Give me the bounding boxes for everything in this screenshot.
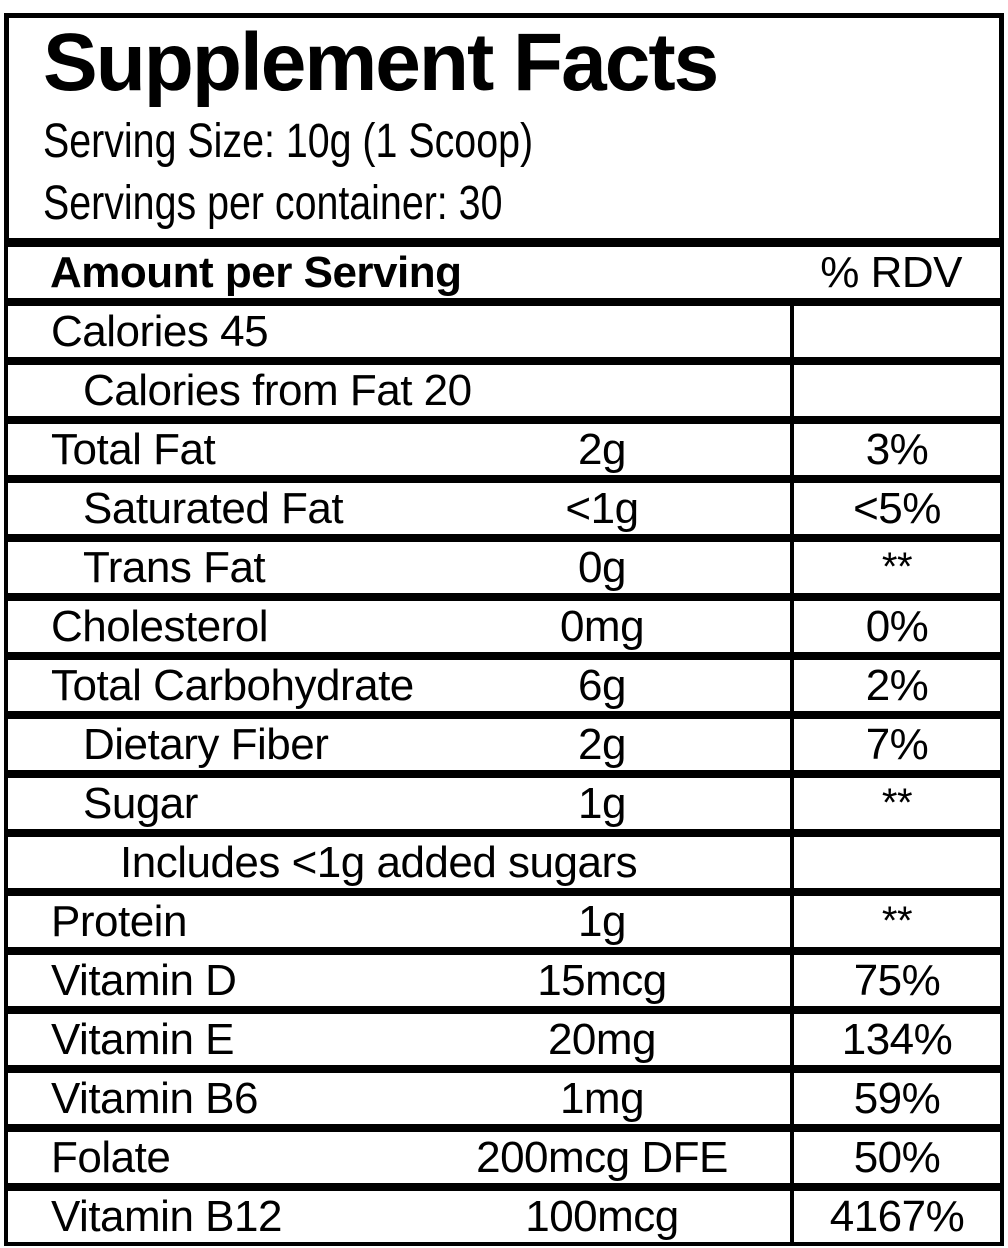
nutrient-cell (8, 601, 790, 652)
table-row (4, 420, 1004, 479)
page-title: Supplement Facts (43, 17, 718, 108)
nutrient-cell (8, 424, 790, 475)
table-row (4, 892, 1004, 951)
nutrient-rdv-value: <5% (790, 483, 1000, 534)
nutrient-rdv-value: 2% (790, 660, 1000, 711)
nutrient-cell (8, 365, 790, 416)
nutrient-name: Total Fat (51, 424, 216, 474)
label-header (4, 13, 1004, 243)
nutrient-cell (8, 660, 790, 711)
nutrient-name: Calories from Fat 20 (83, 365, 472, 415)
nutrient-name: Total Carbohydrate (51, 660, 414, 710)
table-row (4, 538, 1004, 597)
nutrient-amount: 20mg (547, 1014, 657, 1064)
nutrient-cell (8, 896, 790, 947)
nutrient-cell (8, 1191, 790, 1242)
nutrient-name: Includes <1g added sugars (120, 837, 638, 887)
column-header-rdv: % RDV (820, 247, 962, 297)
nutrient-cell (8, 306, 790, 357)
supplement-facts-label (4, 13, 1004, 1246)
servings-per-container-text: Servings per container: 30 (43, 177, 503, 230)
table-row (4, 715, 1004, 774)
table-row (4, 1069, 1004, 1128)
nutrient-amount: 0g (578, 542, 626, 592)
table-row (4, 361, 1004, 420)
column-header-amount-per-serving: Amount per Serving (50, 247, 462, 297)
table-row (4, 1128, 1004, 1187)
serving-size-text: Serving Size: 10g (1 Scoop) (43, 115, 534, 168)
table-row (4, 774, 1004, 833)
nutrient-rdv-value (790, 837, 1000, 888)
table-row (4, 951, 1004, 1010)
nutrient-cell (8, 1073, 790, 1124)
nutrient-cell (8, 778, 790, 829)
facts-table-body (4, 302, 1004, 1246)
facts-table (4, 243, 1004, 1246)
nutrient-amount: 1mg (559, 1073, 645, 1123)
nutrient-amount: 6g (578, 660, 626, 710)
nutrient-name: Cholesterol (51, 601, 269, 651)
nutrient-rdv-value: 4167% (790, 1191, 1000, 1242)
table-row (4, 479, 1004, 538)
nutrient-name: Vitamin E (51, 1014, 234, 1064)
nutrient-name: Folate (51, 1132, 171, 1182)
nutrient-rdv-value: 59% (790, 1073, 1000, 1124)
table-row (4, 833, 1004, 892)
nutrient-rdv-value: 50% (790, 1132, 1000, 1183)
nutrient-cell (8, 719, 790, 770)
nutrient-cell (8, 1132, 790, 1183)
table-row (4, 597, 1004, 656)
table-header-row (4, 243, 1004, 302)
nutrient-name: Saturated Fat (83, 483, 344, 533)
nutrient-rdv-value: ** (790, 896, 1000, 947)
nutrient-cell (8, 1014, 790, 1065)
nutrient-name: Dietary Fiber (83, 719, 329, 769)
nutrient-rdv-value: ** (790, 542, 1000, 593)
nutrient-rdv-value: 7% (790, 719, 1000, 770)
nutrient-name: Calories 45 (51, 306, 269, 356)
nutrient-name: Vitamin B6 (51, 1073, 258, 1123)
nutrient-rdv-value: 75% (790, 955, 1000, 1006)
nutrient-cell (8, 483, 790, 534)
nutrient-name: Sugar (83, 778, 198, 828)
nutrient-cell (8, 837, 790, 888)
nutrient-rdv-value (790, 306, 1000, 357)
table-row (4, 656, 1004, 715)
table-row (4, 1010, 1004, 1069)
nutrient-amount: 1g (578, 896, 626, 946)
nutrient-amount: 2g (578, 719, 626, 769)
nutrient-name: Vitamin B12 (51, 1191, 282, 1241)
nutrient-amount: 2g (578, 424, 626, 474)
nutrient-name: Trans Fat (83, 542, 266, 592)
nutrient-rdv-value: 3% (790, 424, 1000, 475)
nutrient-name: Vitamin D (51, 955, 237, 1005)
nutrient-amount: <1g (565, 483, 639, 533)
nutrient-amount: 200mcg DFE (476, 1132, 728, 1182)
nutrient-amount: 15mcg (537, 955, 667, 1005)
nutrient-rdv-value: 134% (790, 1014, 1000, 1065)
nutrient-amount: 100mcg (525, 1191, 679, 1241)
nutrient-name: Protein (51, 896, 187, 946)
table-row (4, 1187, 1004, 1246)
nutrient-rdv-value: ** (790, 778, 1000, 829)
nutrient-amount: 0mg (559, 601, 645, 651)
nutrient-rdv-value: 0% (790, 601, 1000, 652)
nutrient-cell (8, 955, 790, 1006)
nutrient-rdv-value (790, 365, 1000, 416)
nutrient-cell (8, 542, 790, 593)
nutrient-amount: 1g (578, 778, 626, 828)
table-row (4, 302, 1004, 361)
